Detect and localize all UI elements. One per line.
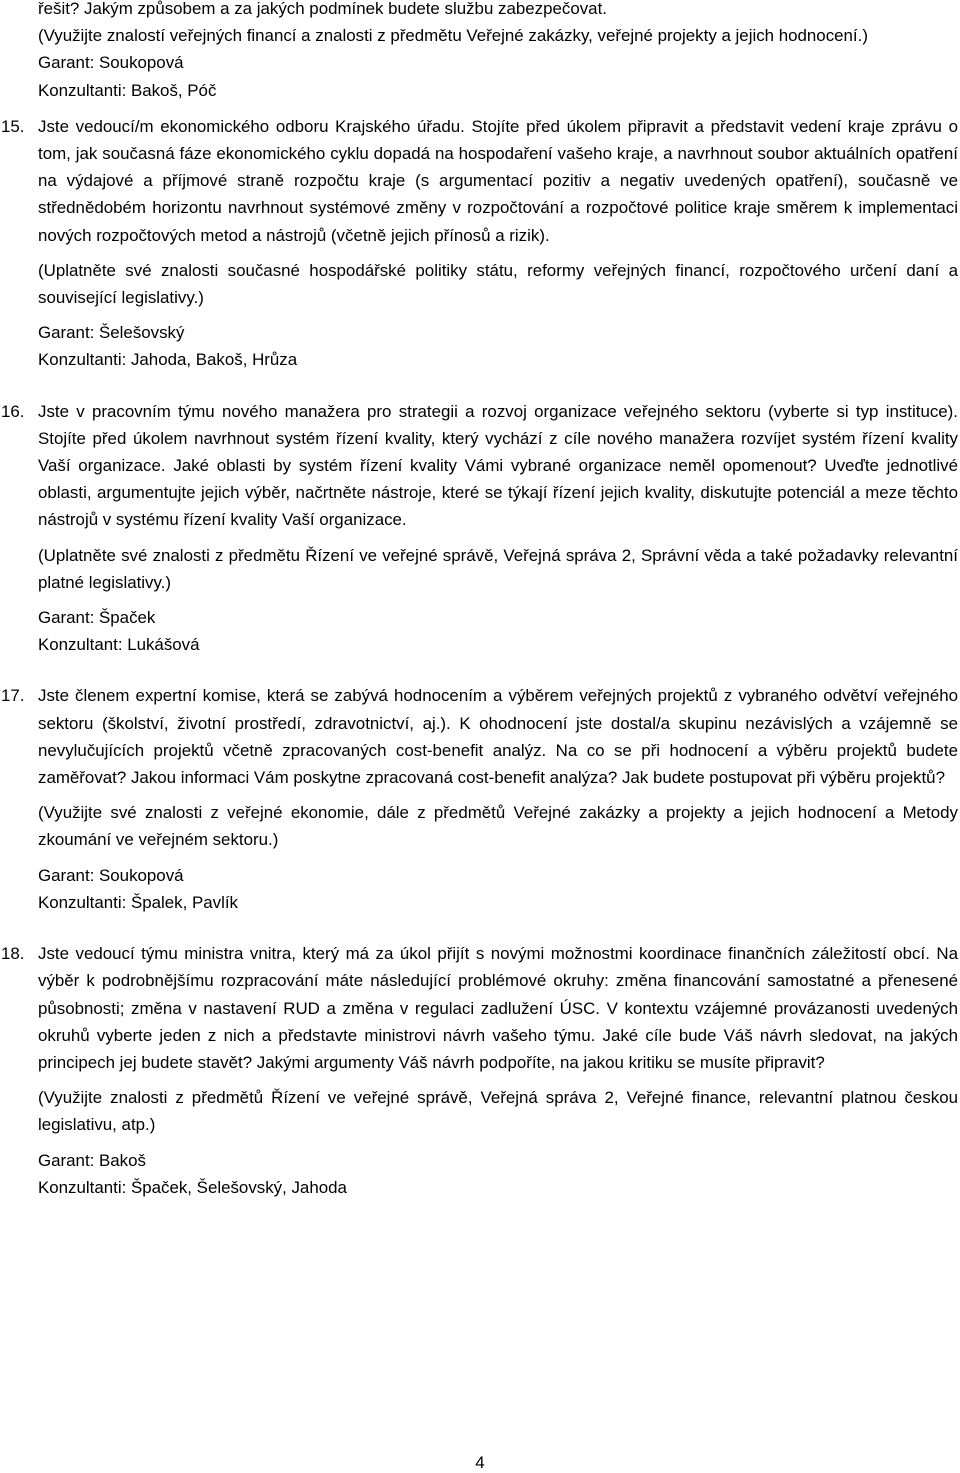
page-number: 4 xyxy=(475,1453,485,1472)
topic-garant: Garant: Šelešovský xyxy=(38,323,185,343)
topic-item-18 xyxy=(0,940,960,1201)
topic-garant: Garant: Soukopová xyxy=(38,865,184,885)
topic-note: (Uplatněte své znalosti současné hospodářské politiky státu, reformy veřejných financí, rozpočtového určení daní a související legislativy.) xyxy=(38,260,958,308)
topic-konzultanti: Konzultanti: Špalek, Pavlík xyxy=(38,892,238,912)
topic-konzultanti: Konzultanti: Špaček, Šelešovský, Jahoda xyxy=(38,1177,347,1197)
topic-item-16 xyxy=(0,398,960,659)
topic-text: Jste vedoucí/m ekonomického odboru Krajského úřadu. Stojíte před úkolem připravit a představit vedení kraje zprávu o tom, jak současná fáze ekonomického cyklu dopadá na hospodaření vašeho kraje, a navrhnout soubor aktuálních opatření na výdajové a příjmové straně rozpočtu kraje (s argumentací pozitiv a negativ uvedených opatření), současně ve střednědobém horizontu navrhnout systémové změny v rozpočtování a rozpočtové politice kraje směrem k implementaci nových rozpočtových metod a nástrojů (včetně jejich přínosů a rizik). xyxy=(38,116,958,245)
topic-number: 17. xyxy=(1,686,25,706)
continuation-garant: Garant: Soukopová xyxy=(38,53,184,73)
topic-note: (Uplatněte své znalosti z předmětu Řízení ve veřejné správě, Veřejná správa 2, Správní věda a také požadavky relevantní platné legislativy.) xyxy=(38,545,958,592)
topic-number: 16. xyxy=(1,401,25,421)
topic-konzultanti: Konzultanti: Jahoda, Bakoš, Hrůza xyxy=(38,350,298,370)
topic-text: Jste v pracovním týmu nového manažera pro strategii a rozvoj organizace veřejného sektoru (vyberte si typ instituce). Stojíte před úkolem navrhnout systém řízení kvality, který vychází z cíle nového manažera rozvíjet systém řízení kvality Vaší organizace. Jaké oblasti by systém řízení kvality Vámi vybrané organizace neměl opomenout? Uveďte jednotlivé oblasti, argumentujte jejich výběr, načrtněte nástroje, které se týkají řízení jejich kvality, diskutujte potenciál a meze těchto nástrojů v systému řízení kvality Vaší organizace. xyxy=(38,401,958,530)
topic-number: 15. xyxy=(1,116,25,136)
continuation-section xyxy=(0,0,960,104)
topic-item-15 xyxy=(0,113,960,374)
topic-text: Jste členem expertní komise, která se zabývá hodnocením a výběrem veřejných projektů z vybraného odvětví veřejného sektoru (školství, životní prostředí, zdravotnictví, aj.). K ohodnocení jste dostal/a skupinu nezávislých a vzájemně se nevylučujících projektů včetně zpracovaných cost-benefit analýz. Na co se při hodnocení a výběru projektů budete zaměřovat? Jakou informaci Vám poskytne zpracovaná cost-benefit analýza? Jak budete postupovat při výběru projektů? xyxy=(38,686,958,788)
topic-note: (Využijte své znalosti z veřejné ekonomie, dále z předmětů Veřejné zakázky a projekty a jejich hodnocení a Metody zkoumání ve veřejném sektoru.) xyxy=(38,803,958,850)
topic-konzultanti: Konzultant: Lukášová xyxy=(38,635,200,655)
topic-text: Jste vedoucí týmu ministra vnitra, který má za úkol přijít s novými možnostmi koordinace finančních záležitostí obcí. Na výběr k podrobnějšímu rozpracování máte následující problémové okruhy: změna financování samostatné a přenesené působnosti; změna v nastavení RUD a změna v regulaci zadlužení ÚSC. V kontextu vzájemné provázanosti uvedených okruhů vyberte jeden z nich a představte ministrovi návrh vašeho týmu. Jaké cíle bude Váš návrh sledovat, na jakých principech jej budete stavět? Jakými argumenty Váš návrh podpoříte, na jakou kritiku se musíte připravit? xyxy=(38,944,958,1072)
topic-note: (Využijte znalosti z předmětů Řízení ve veřejné správě, Veřejná správa 2, Veřejné finance, relevantní platnou českou legislativu, atp.) xyxy=(38,1088,958,1135)
topic-item-17 xyxy=(0,682,960,916)
topic-number: 18. xyxy=(1,944,25,964)
continuation-konzultanti: Konzultanti: Bakoš, Póč xyxy=(38,80,217,100)
continuation-text: řešit? Jakým způsobem a za jakých podmínek budete službu zabezpečovat. xyxy=(38,0,607,18)
continuation-note: (Využijte znalostí veřejných financí a znalosti z předmětu Veřejné zakázky, veřejné projekty a jejich hodnocení.) xyxy=(38,26,868,46)
topic-garant: Garant: Bakoš xyxy=(38,1150,146,1170)
topic-garant: Garant: Špaček xyxy=(38,608,156,628)
